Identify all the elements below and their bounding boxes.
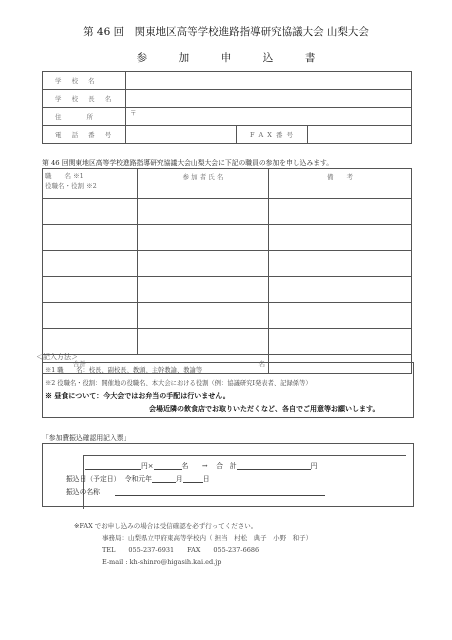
- job-cell[interactable]: [43, 251, 138, 277]
- form-subtitle: [0, 50, 452, 65]
- job-label: 職 名 ※1: [45, 172, 84, 180]
- yen2-text: 円: [310, 462, 318, 470]
- date-label: 振込日（予定日）: [66, 475, 121, 483]
- fax-label: F A X 番 号: [237, 126, 308, 144]
- note-lunch: ※ 昼食について：今大会ではお弁当の手配は行いません。: [45, 391, 230, 400]
- note-job: ※1 職 名：校長、副校長、教頭、主幹教諭、教諭等: [45, 367, 203, 374]
- table-row: [43, 251, 412, 277]
- table-row: [43, 90, 412, 108]
- name-cell[interactable]: [138, 251, 269, 277]
- job-cell[interactable]: [43, 303, 138, 329]
- job-cell[interactable]: [43, 277, 138, 303]
- name-header: 参 加 者 氏 名: [138, 169, 269, 199]
- school-name-label: 学 校 名: [43, 72, 126, 90]
- remarks-cell[interactable]: [269, 277, 412, 303]
- fax-notice: ※FAX でお申し込みの場合は受信確認を必ず行ってください。: [74, 522, 258, 530]
- transfer-name-line: [66, 486, 325, 496]
- table-row: [43, 199, 412, 225]
- job-cell[interactable]: [43, 199, 138, 225]
- school-name-field[interactable]: [126, 72, 412, 90]
- table-row: [43, 303, 412, 329]
- yen-text: 円×: [141, 462, 154, 470]
- table-row: [43, 277, 412, 303]
- role-label: 役職名・役割 ※2: [45, 182, 97, 190]
- persons-unit: 名: [258, 360, 265, 368]
- principal-name-field[interactable]: [126, 90, 412, 108]
- amount-field[interactable]: [85, 461, 141, 470]
- month-text: 月: [175, 475, 183, 483]
- people-field[interactable]: [154, 461, 182, 470]
- subtitle-char: 書: [304, 52, 316, 64]
- transfer-date-line: [66, 473, 209, 483]
- receipt-label: 「参加費振込確認用記入票」: [42, 434, 131, 442]
- remarks-cell[interactable]: [269, 251, 412, 277]
- name-cell[interactable]: [138, 225, 269, 251]
- phone-field[interactable]: [126, 126, 237, 144]
- name-cell[interactable]: [138, 303, 269, 329]
- day-field[interactable]: [183, 474, 203, 483]
- table-header-row: [43, 169, 412, 199]
- remarks-cell[interactable]: [269, 303, 412, 329]
- postal-mark: 〒: [130, 109, 137, 117]
- day-text: 日: [202, 475, 210, 483]
- table-row: [43, 108, 412, 126]
- era-text: 令和元年: [124, 475, 152, 483]
- table-row: [43, 72, 412, 90]
- footer: [74, 520, 312, 568]
- transfer-name-field[interactable]: [115, 487, 325, 496]
- name-cell[interactable]: [138, 329, 269, 355]
- document-title: 第 46 回 関東地区高等学校進路指導研究協議大会 山梨大会: [83, 26, 369, 38]
- methods-heading: ＜記入方法＞: [36, 353, 78, 361]
- name-cell[interactable]: [138, 277, 269, 303]
- contact-phone: TEL 055-237-6931 FAX 055-237-6686: [102, 546, 260, 554]
- job-header: [43, 169, 138, 199]
- remarks-cell[interactable]: [269, 199, 412, 225]
- methods-box: [42, 362, 414, 418]
- name-label: 振込の名称: [66, 488, 100, 496]
- subtitle-char: 申: [220, 52, 232, 64]
- total-text: 合 計: [216, 462, 237, 470]
- table-row: [43, 126, 412, 144]
- note-lunch-detail: 会場近隣の飲食店でお取りいただくなど、各自でご用意等お願いします。: [149, 404, 380, 413]
- phone-label: 電 話 番 号: [43, 126, 126, 144]
- total-label: 合計: [73, 360, 86, 368]
- participants-table: [42, 168, 412, 374]
- address-label: 住 所: [43, 108, 126, 126]
- subtitle-char: 加: [178, 52, 190, 64]
- address-field[interactable]: [126, 108, 412, 126]
- remarks-header: 備 考: [269, 169, 412, 199]
- school-info-table: [42, 71, 412, 144]
- remarks-cell[interactable]: [269, 225, 412, 251]
- note-role: ※2 役職名・役割：開催地の役職名、本大会における役割（例：協議研究Ⅰ発表者、記録係等）: [45, 380, 312, 387]
- fee-calc-line: [85, 460, 317, 470]
- job-cell[interactable]: [43, 329, 138, 355]
- subtitle-char: 込: [262, 52, 274, 64]
- intro-text: 第 46 回関東地区高等学校進路指導研究協議大会山梨大会に下記の職員の参加を申し込みます。: [42, 159, 334, 167]
- table-row: [43, 225, 412, 251]
- receipt-box: [42, 443, 414, 507]
- office-info: 事務局：山梨県立甲府東高等学校内（ 担当 村松 典子 小野 和子）: [102, 534, 313, 542]
- name-cell[interactable]: [138, 199, 269, 225]
- fax-field[interactable]: [308, 126, 412, 144]
- principal-name-label: 学 校 長 名: [43, 90, 126, 108]
- table-row: [43, 329, 412, 355]
- job-cell[interactable]: [43, 225, 138, 251]
- people-text: 名 →: [181, 462, 208, 470]
- contact-email: E-mail : kh-shinro@higasih.kai.ed.jp: [102, 558, 222, 566]
- remarks-cell[interactable]: [269, 329, 412, 355]
- total-amount-field[interactable]: [237, 461, 311, 470]
- subtitle-char: 参: [136, 52, 148, 64]
- month-field[interactable]: [152, 474, 176, 483]
